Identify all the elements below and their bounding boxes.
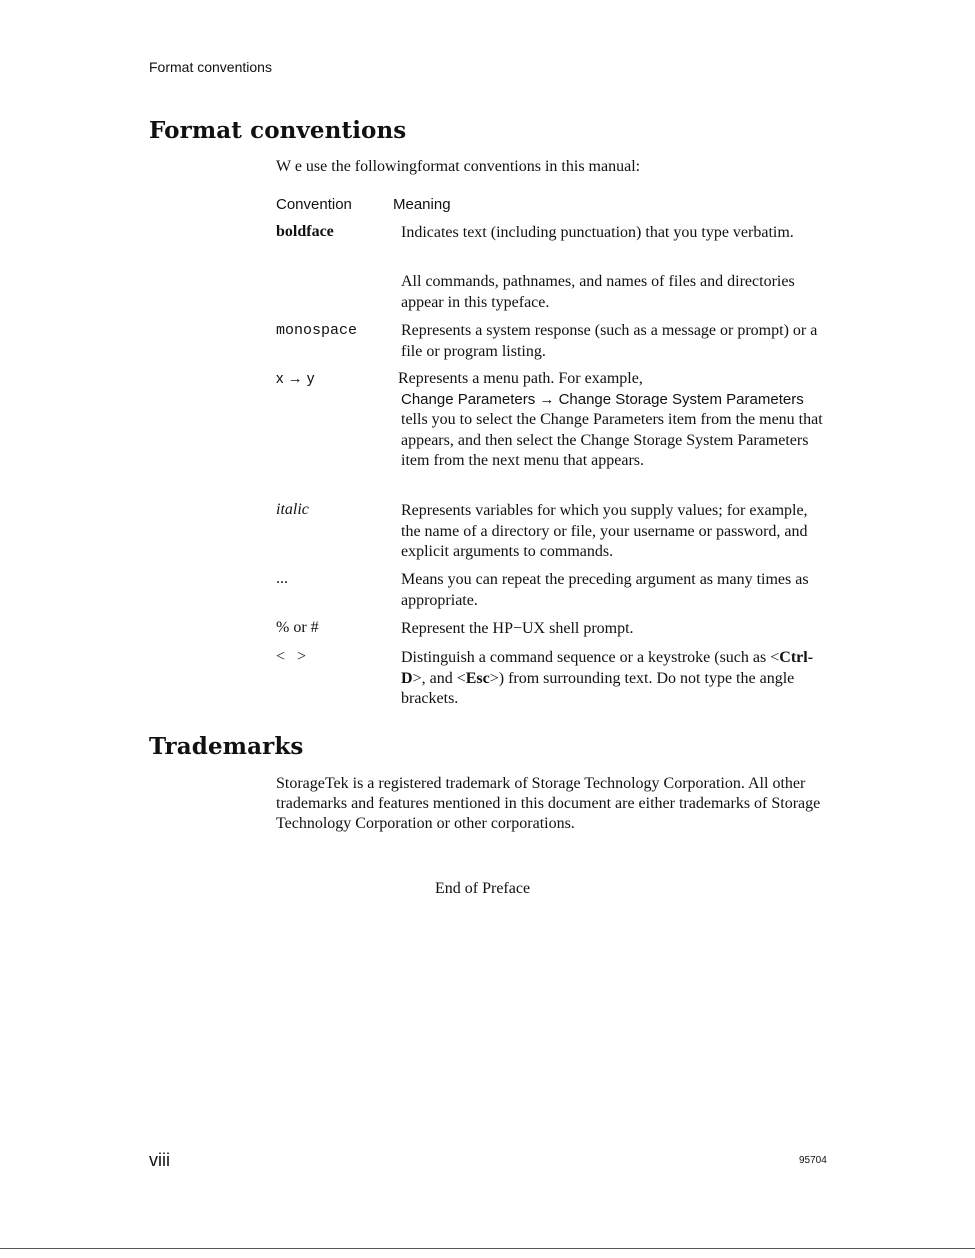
- convention-italic: italic: [276, 501, 309, 518]
- end-of-preface: End of Preface: [435, 880, 531, 897]
- running-header: Format conventions: [149, 59, 272, 75]
- meaning-angle-part2: >, and <: [412, 669, 466, 687]
- key-ctrl-d: Ctrl-D: [401, 649, 814, 687]
- intro-text: W e use the followingformat conventions in this manual:: [276, 158, 641, 175]
- menu-path-example: Change Parameters → Change Storage System Parameters: [401, 390, 804, 408]
- meaning-monospace: Represents a system response (such as a message or prompt) or a file or program listing.: [401, 322, 818, 360]
- meaning-boldface-1: Indicates text (including punctuation) that you type verbatim.: [401, 224, 794, 241]
- meaning-menu-path: [398, 369, 830, 472]
- page-number: viii: [149, 1150, 170, 1170]
- convention-angle-brackets: < >: [276, 648, 307, 665]
- convention-menu-path: x → y: [276, 370, 315, 387]
- document-number: 95704: [799, 1155, 827, 1166]
- meaning-angle-part1: Distinguish a command sequence or a keystroke (such as <: [401, 649, 780, 666]
- meaning-angle-brackets: [401, 648, 831, 710]
- meaning-angle-part3: >) from surrounding text. Do not type the angle brackets.: [401, 669, 795, 707]
- meaning-menu-path-intro: Represents a menu path. For example,: [398, 370, 643, 387]
- trademarks-body: StorageTek is a registered trademark of Storage Technology Corporation. All other trademarks and features mentioned in this document are either trademarks of Storage Technology Corporation or other corporations.: [276, 775, 821, 833]
- key-esc: Esc: [465, 669, 490, 687]
- convention-monospace: monospace: [276, 322, 358, 339]
- section-title-format-conventions: Format conventions: [149, 117, 407, 144]
- meaning-prompt: Represent the HP−UX shell prompt.: [401, 620, 634, 637]
- convention-prompt: % or #: [276, 619, 319, 636]
- meaning-ellipsis: Means you can repeat the preceding argument as many times as appropriate.: [401, 571, 809, 609]
- column-header-convention: Convention: [276, 196, 352, 213]
- meaning-menu-path-rest: tells you to select the Change Parameters item from the menu that appears, and then select the Change Storage System Parameters item from the next menu that appears.: [401, 411, 823, 469]
- convention-ellipsis: ...: [276, 570, 288, 587]
- meaning-italic: Represents variables for which you supply values; for example, the name of a directory or file, your username or password, and explicit arguments to commands.: [401, 502, 808, 560]
- meaning-boldface-2: All commands, pathnames, and names of files and directories appear in this typeface.: [401, 273, 795, 311]
- convention-boldface: boldface: [276, 223, 334, 240]
- column-header-meaning: Meaning: [393, 196, 451, 213]
- section-title-trademarks: Trademarks: [149, 733, 304, 760]
- footer-rule: [0, 1248, 975, 1249]
